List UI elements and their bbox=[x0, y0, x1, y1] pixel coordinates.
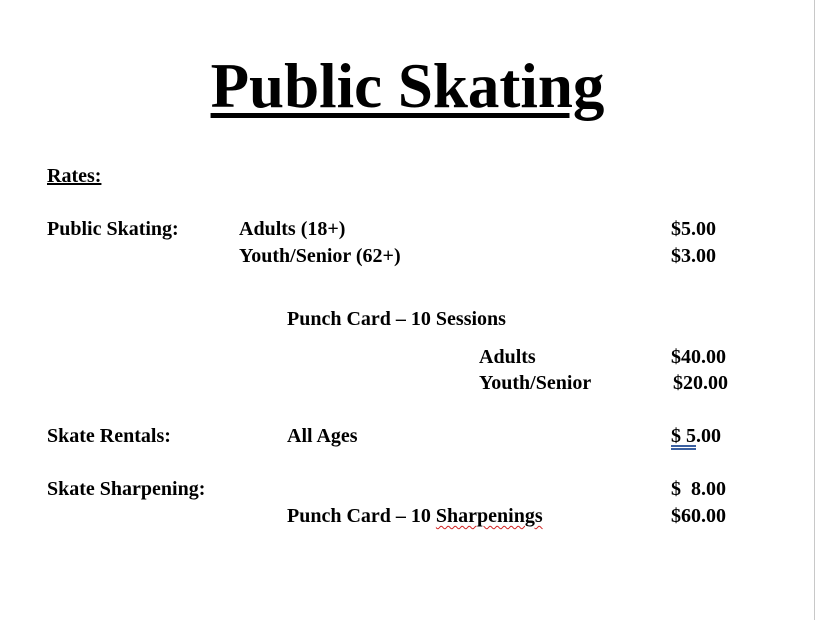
adults-category: Adults (18+) bbox=[239, 218, 346, 240]
skate-sharpening-label: Skate Sharpening: bbox=[47, 478, 206, 500]
spellcheck-word: Sharpenings bbox=[435, 505, 543, 527]
skate-rentals-price-prefix: $ bbox=[671, 425, 686, 447]
public-skating-label: Public Skating: bbox=[47, 218, 179, 240]
punch-youth-senior-category: Youth/Senior bbox=[479, 372, 592, 394]
skate-rentals-label: Skate Rentals: bbox=[47, 425, 171, 447]
punch-adults-price: $40.00 bbox=[671, 346, 726, 368]
skate-rentals-price bbox=[671, 424, 721, 448]
skate-rentals-price-marked bbox=[671, 425, 696, 447]
skate-rentals-price-digit: 5 bbox=[686, 425, 696, 447]
skate-sharpening-price: $ 8.00 bbox=[671, 478, 726, 500]
punch-youth-senior-price: $20.00 bbox=[673, 372, 728, 394]
page-title: Public Skating bbox=[210, 51, 605, 121]
punch-adults-category: Adults bbox=[479, 346, 536, 368]
skate-rentals-price-suffix: .00 bbox=[696, 425, 721, 447]
youth-senior-price: $3.00 bbox=[671, 245, 716, 267]
skate-rentals-category: All Ages bbox=[287, 425, 358, 447]
youth-senior-category: Youth/Senior (62+) bbox=[239, 245, 401, 267]
punch-card-sharpenings-price: $60.00 bbox=[671, 505, 726, 527]
punch-sharpenings-prefix: Punch Card – 10 bbox=[287, 505, 436, 527]
adults-price: $5.00 bbox=[671, 218, 716, 240]
punch-card-sharpenings-label bbox=[287, 504, 543, 528]
rates-heading: Rates: bbox=[47, 165, 102, 187]
punch-card-sessions-label: Punch Card – 10 Sessions bbox=[287, 308, 506, 330]
